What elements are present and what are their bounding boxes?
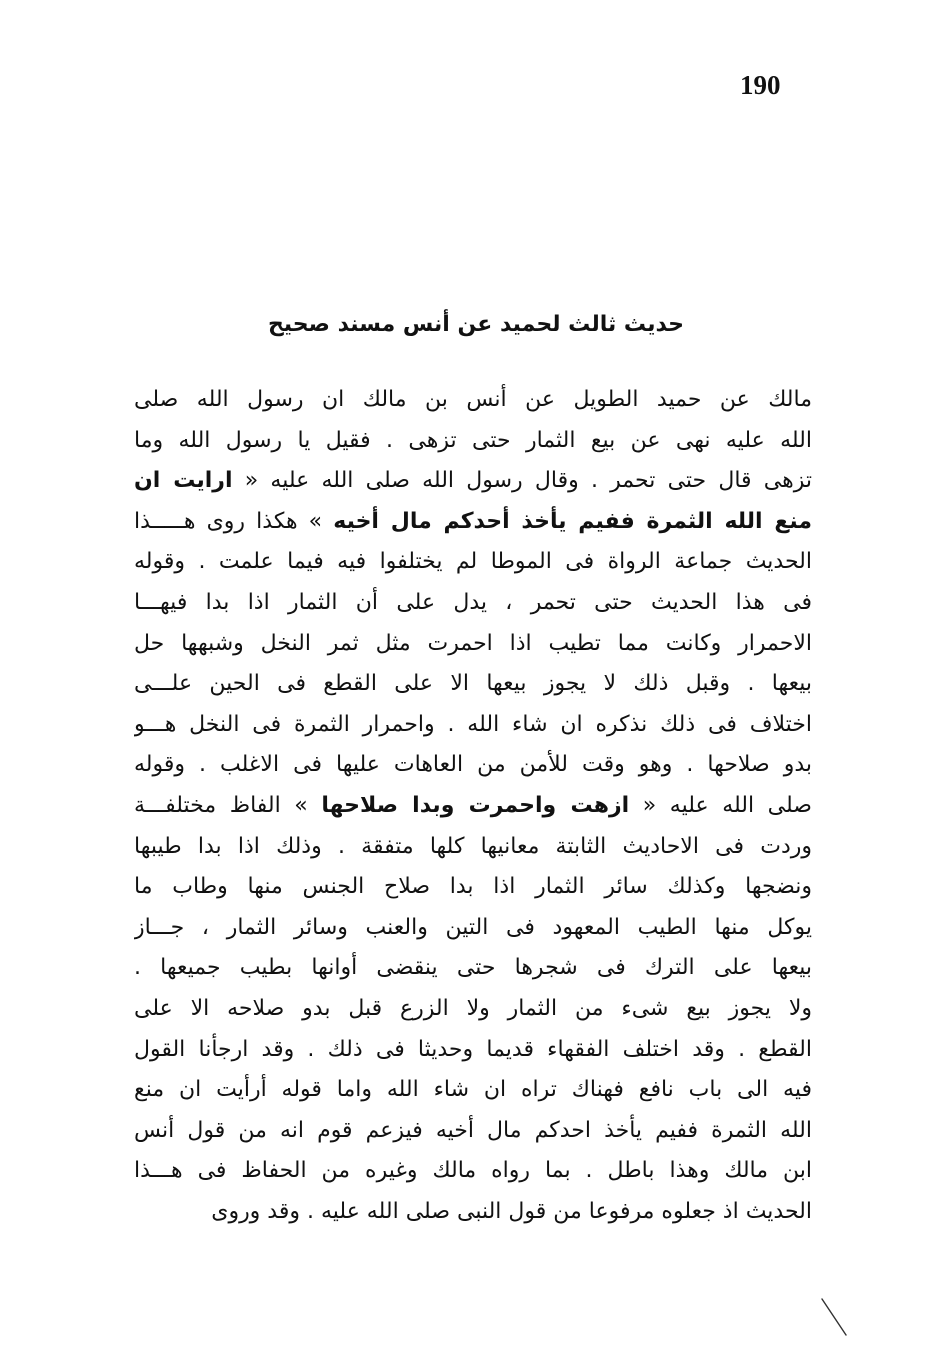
- text-segment: اختلاف فى ذلك نذكره ان شاء الله . واحمرار الثمرة فى النخل هـــو: [134, 711, 812, 737]
- bold-quote-segment: ارايت ان: [134, 468, 233, 494]
- text-line: [134, 502, 812, 543]
- text-segment: فيه الى باب نافع فهناك تراه ان شاء الله واما قوله أرأيت ان منع: [134, 1077, 812, 1103]
- page-number: 190: [740, 70, 781, 100]
- text-segment: بيعها على الترك فى شجرها حتى ينقضى أوانها بطيب جميعها .: [134, 955, 812, 981]
- text-segment: الاحمرار وكانت مما تطيب اذا احمرت مثل ثمر النخل وشبهها حل: [134, 630, 812, 656]
- bold-quote-segment: ازهت واحمرت وبدا صلاحها: [321, 792, 630, 818]
- text-segment: القطع . وقد اختلف الفقهاء قديما وحديثا فى ذلك . وقد ارجأنا القول: [134, 1036, 812, 1062]
- text-line: [134, 867, 812, 908]
- text-segment: الحديث اذ جعلوه مرفوعا من قول النبى صلى الله عليه . وقد وروى: [211, 1198, 812, 1224]
- text-segment: ابن مالك وهذا باطل . بما رواه مالك وغيره من الحفاظ فى هـــذا: [134, 1158, 812, 1184]
- text-segment: بيعها . وقبل ذلك لا يجوز بيعها الا على القطع فى الحين علـــى: [134, 671, 812, 697]
- text-segment: ونضجها وكذلك سائر الثمار اذا بدا صلاح الجنس منها وطاب ما: [134, 874, 812, 900]
- text-line: [134, 583, 812, 624]
- text-line: [134, 989, 812, 1030]
- text-line: [134, 1070, 812, 1111]
- pen-stroke-mark: [818, 1296, 850, 1338]
- text-segment: الحديث جماعة الرواة فى الموطا لم يختلفوا فيه فيما علمت . وقوله: [134, 549, 812, 575]
- text-line: [134, 705, 812, 746]
- text-line: [134, 624, 812, 665]
- text-segment: » الفاظ مختلفـــة: [134, 792, 322, 818]
- text-line: [134, 745, 812, 786]
- text-line: [134, 1192, 812, 1233]
- text-line: [134, 542, 812, 583]
- text-line: [134, 908, 812, 949]
- bold-quote-segment: منع الله الثمرة ففيم يأخذ أحدكم مال أخيه: [333, 508, 812, 534]
- text-segment: مالك عن حميد الطويل عن أنس بن مالك ان رسول الله صلى: [134, 387, 812, 412]
- text-line: [134, 1111, 812, 1152]
- text-line: [134, 664, 812, 705]
- text-segment: فى هذا الحديث حتى تحمر ، يدل على أن الثمار اذا بدا فيهـــا: [134, 589, 812, 615]
- text-segment: وردت فى الاحاديث الثابتة معانيها كلها متفقة . وذلك اذا بدا طيبها: [134, 833, 812, 859]
- text-segment: تزهى قال حتى تحمر . وقال رسول الله صلى الله عليه «: [232, 468, 812, 494]
- text-line: [134, 461, 812, 502]
- text-line: [134, 421, 812, 462]
- section-heading: حديث ثالث لحميد عن أنس مسند صحيح: [267, 312, 685, 337]
- text-segment: ولا يجوز بيع شىء من الثمار ولا الزرع قبل بدو صلاحه الا على: [134, 995, 812, 1021]
- text-line: [134, 1030, 812, 1071]
- text-line: [134, 1151, 812, 1192]
- text-segment: صلى الله عليه «: [629, 792, 812, 818]
- text-line: [134, 380, 812, 421]
- text-segment: الله الثمرة ففيم يأخذ احدكم مال أخيه فيزعم قوم انه من قول أنس: [134, 1117, 812, 1143]
- text-line: [134, 786, 812, 827]
- text-line: [134, 827, 812, 868]
- text-segment: بدو صلاحها . وهو وقت للأمن من العاهات عليها فى الاغلب . وقوله: [134, 752, 812, 778]
- text-segment: » هكذا روى هـــــذا: [134, 508, 334, 534]
- text-segment: يوكل منها الطيب المعهود فى التين والعنب وسائر الثمار ، جـــاز: [134, 914, 812, 940]
- body-text: [134, 380, 812, 1232]
- text-segment: الله عليه نهى عن بيع الثمار حتى تزهى . فقيل يا رسول الله وما: [134, 427, 812, 453]
- text-line: [134, 948, 812, 989]
